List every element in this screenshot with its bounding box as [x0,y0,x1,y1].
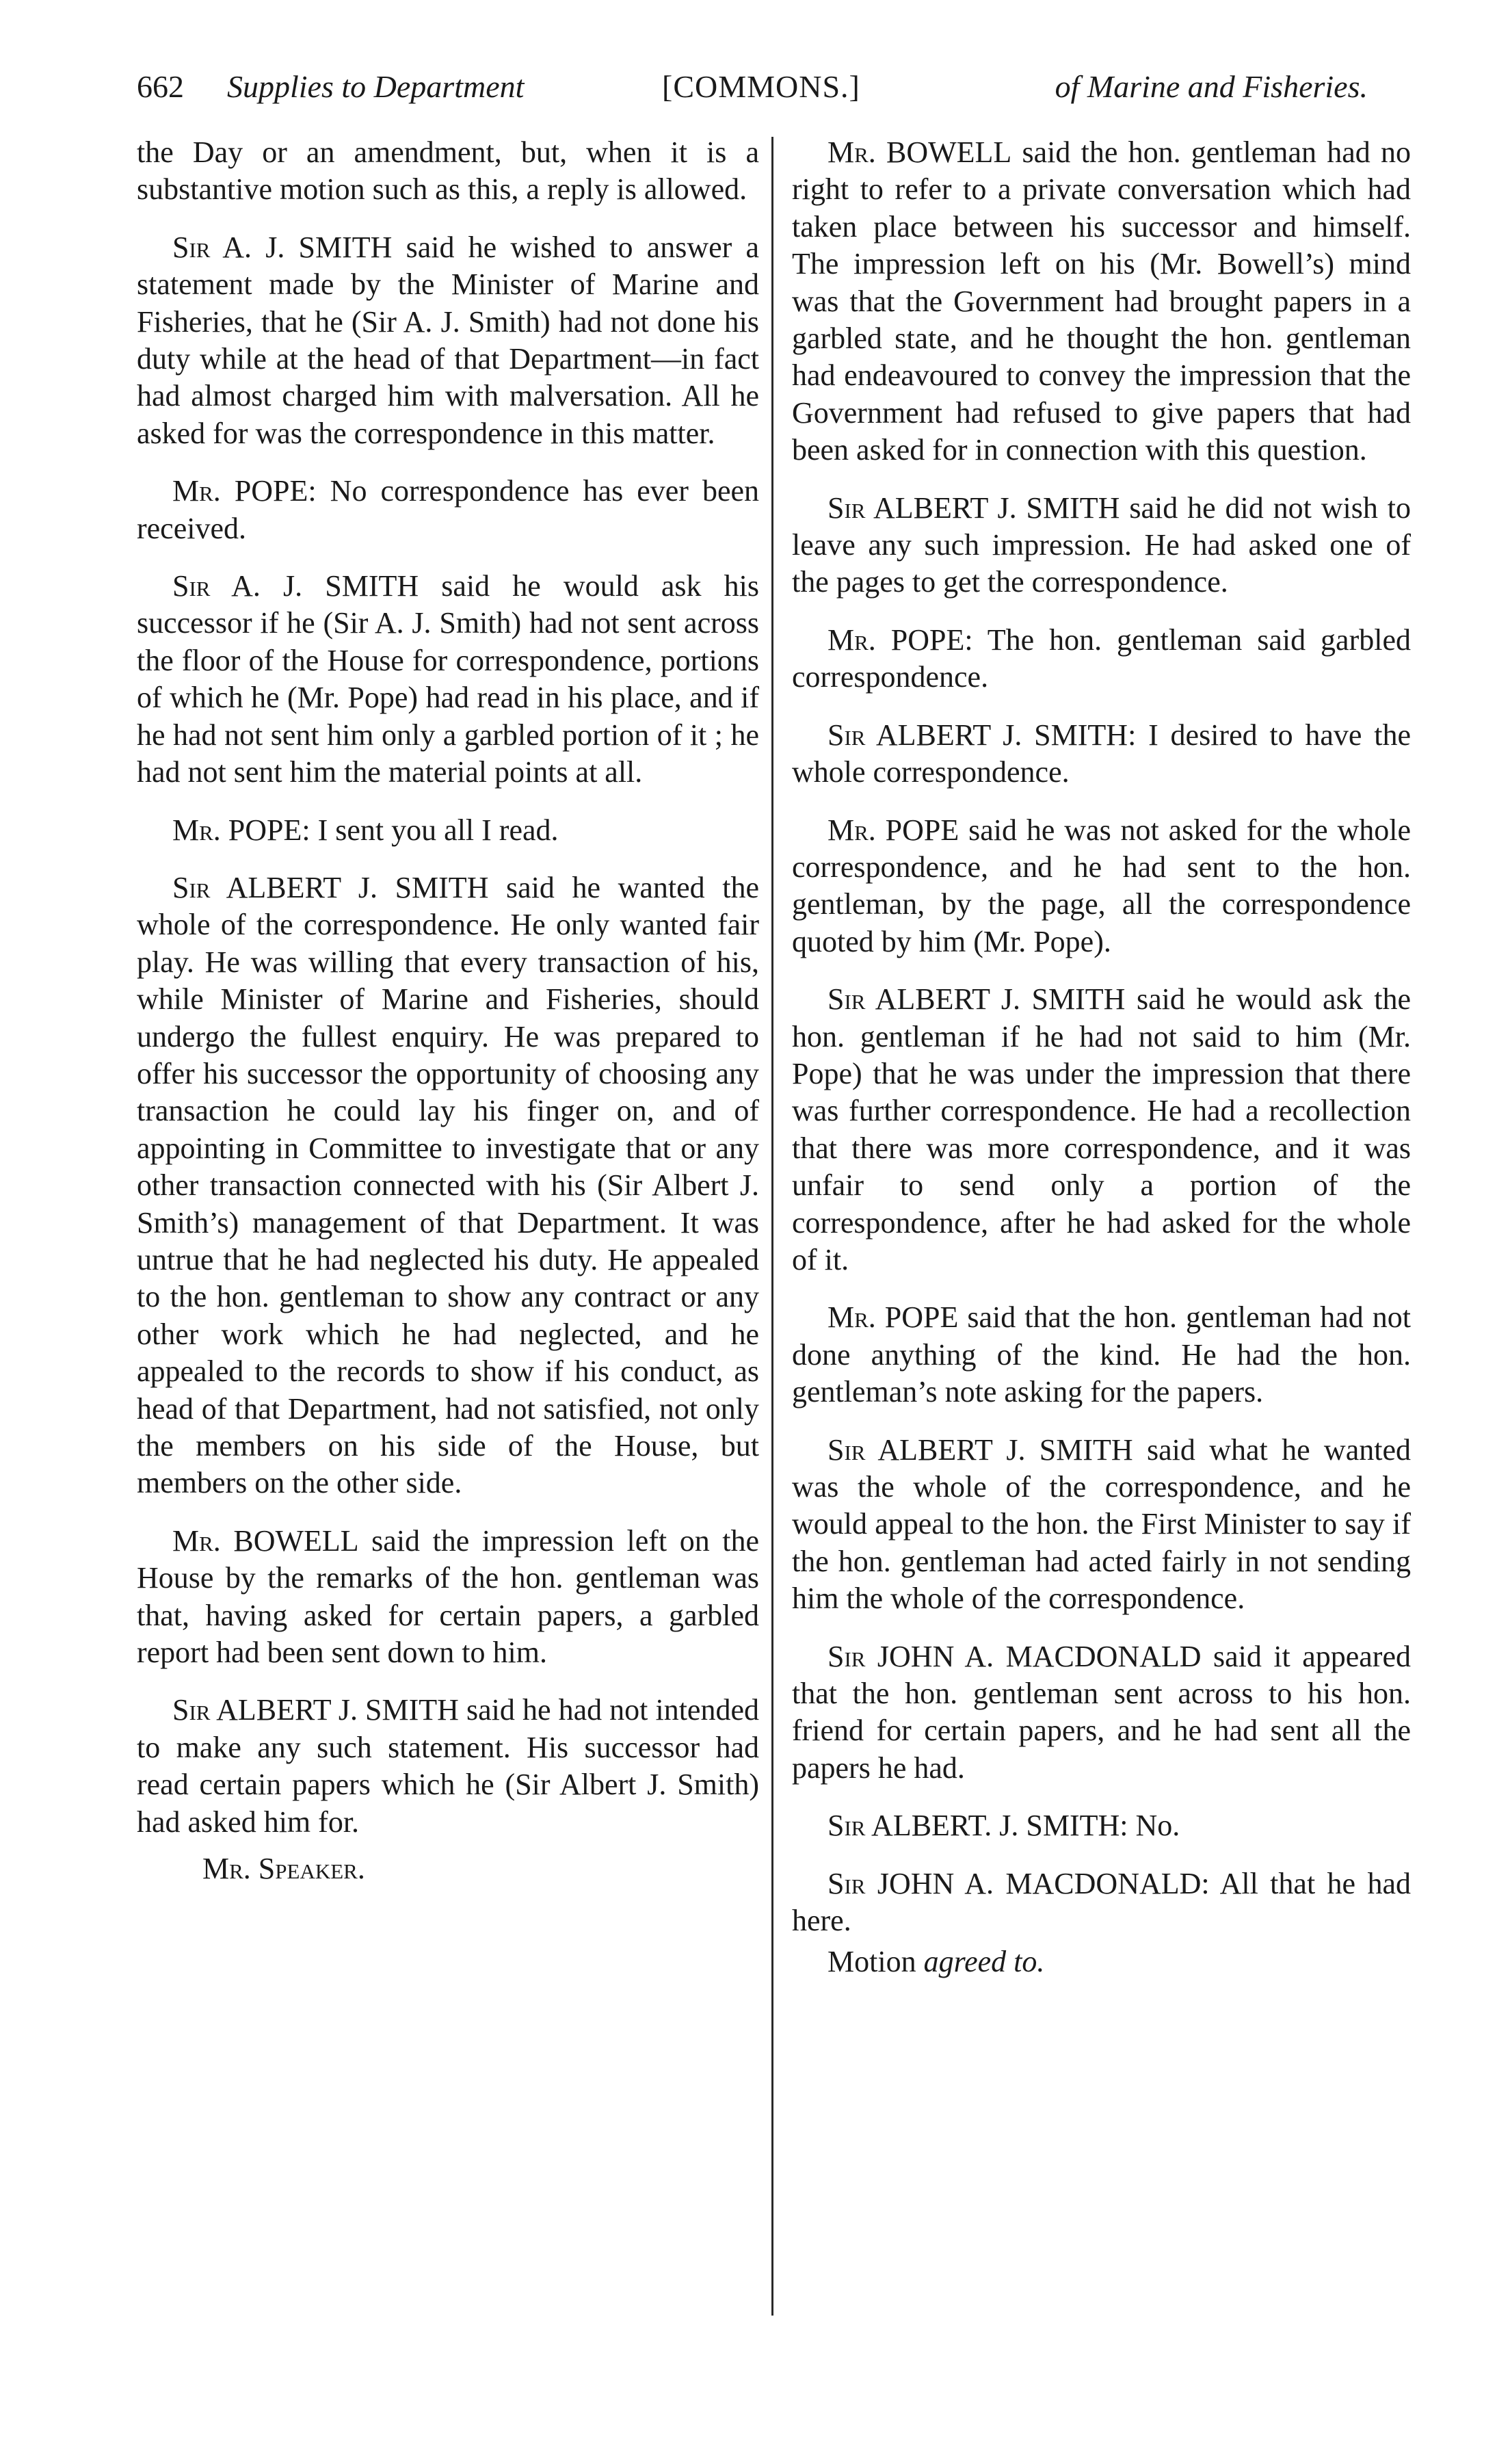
paragraph-text: said he was not asked for the whole correspondence, and he had sent to the hon. gentleman, by the page, all the correspondence quoted by him (Mr. Pope). [792,813,1411,958]
header-right-title: of Marine and Fisheries. [1055,69,1368,104]
speaker-name: Sir ALBERT J. SMITH [172,1693,459,1727]
paragraph-text: said what he wanted was the whole of the correspondence, and he would appeal to the hon. the First Minister to say if the hon. gentleman had acted fairly in not sending him the whole of the correspondence. [792,1432,1411,1616]
speaker-name: Mr. BOWELL [827,135,1012,169]
column-divider [771,137,773,2316]
paragraph-text: : I sent you all I read. [302,813,559,847]
paragraph-text: : No. [1120,1809,1180,1843]
speaker-name: Sir A. J. SMITH [172,569,419,603]
paragraph-text: : No correspondence has ever been received. [137,474,759,545]
paragraph [137,134,759,209]
speaker-name: Sir JOHN A. MACDONALD [827,1639,1202,1673]
paragraph-text: said he would ask the hon. gentleman if he had not said to him (Mr. Pope) that he was under the impression that there was further correspondence. He had a recollection that there was more correspondence, and it was unfair to send only a portion of the correspondence, after he had asked for the whole of it. [792,982,1412,1276]
paragraph-text: said he did not wish to leave any such impression. He had asked one of the pages to get the correspondence. [792,490,1411,599]
speaker-name: Mr. POPE [827,813,959,847]
speaker-name: Sir ALBERT J. SMITH [827,490,1120,525]
paragraph [792,622,1411,696]
paragraph [792,1638,1411,1787]
paragraph [137,568,759,791]
motion-prefix: Motion [827,1945,924,1979]
speaker-name: Mr. POPE [172,813,302,847]
paragraph [792,490,1411,601]
paragraph [137,869,759,1502]
speaker-name: Sir ALBERT J. SMITH [172,870,489,904]
running-header [137,63,1368,111]
speaker-name: Mr. POPE [827,1300,959,1335]
paragraph [792,134,1411,469]
paragraph [792,717,1411,791]
page-number: 662 [137,69,184,104]
paragraph [792,1299,1411,1411]
paragraph [792,812,1411,961]
paragraph-text: said it appeared that the hon. gentleman sent across to his hon. friend for certain papers, and he had sent all the papers he had. [792,1639,1411,1785]
paragraph-text: said he wished to answer a statement made by the Minister of Marine and Fisheries, that he (Sir A. J. Smith) had not done his duty while at the head of that Department—in fact had almost charged him with malversation. All he asked for was the correspondence in this matter. [137,230,759,450]
speaker-name: Sir ALBERT J. SMITH [827,982,1126,1017]
paragraph [792,1865,1411,1940]
paragraph [137,229,759,452]
paragraph-text: said the impression left on the House by the remarks of the hon. gentleman was that, having asked for certain papers, a garbled report had been sent down to him. [137,1523,759,1670]
paragraph-text: : The hon. gentleman said garbled correspondence. [792,622,1411,694]
speaker-name: Mr. POPE [827,622,965,657]
paragraph-text: said he wanted the whole of the correspondence. He only wanted fair play. He was willing that every transaction of his, while Minister of Marine and Fisheries, should undergo the fullest enquiry. He was prepared to offer his successor the opportunity of choosing any transaction he could lay his finger on, and of appointing in Committee to investigate that or any other transaction connected with his (Sir Albert J. Smith’s) management of that Department. It was untrue that he had neglected his duty. He appealed to the hon. gentleman to show any contract or any other work which he had neglected, and he appealed to the records to show if his conduct, as head of that Department, had not satisfied, not only the members on his side of the House, but members on the other side. [137,870,759,1500]
speaker-name: Sir ALBERT J. SMITH [827,718,1128,752]
paragraph [137,812,759,849]
paragraph [792,1807,1411,1844]
speaker-name: Sir ALBERT. J. SMITH [827,1809,1120,1843]
speaker-name: Sir A. J. SMITH [172,230,393,264]
paragraph-text: said he would ask his successor if he (Sir A. J. Smith) had not sent across the floor of the House for correspondence, portions of which he (Mr. Pope) had read in his place, and if he had not sent him only a garbled portion of it ; he had not sent him the material points at all. [137,569,759,789]
left-column [137,134,759,1887]
motion-result: agreed to. [923,1945,1045,1979]
speaker-name: Sir ALBERT J. SMITH [827,1432,1133,1467]
speaker-name: Mr. BOWELL [172,1523,359,1558]
header-left-title: Supplies to Department [227,69,525,104]
paragraph [137,1692,759,1841]
paragraph-text: said he had not intended to make any such statement. His successor had read certain papers which he (Sir Albert J. Smith) had asked him for. [137,1693,759,1839]
motion-line [792,1943,1411,1980]
paragraph-text: : All that he had here. [792,1866,1411,1938]
header-center-title: [COMMONS.] [662,69,860,104]
paragraph-text: said that the hon. gentleman had not done anything of the kind. He had the hon. gentleman’s note asking for the papers. [792,1300,1411,1409]
paragraph-text: said the hon. gentleman had no right to refer to a private conversation which had taken place between his successor and himself. The impression left on his (Mr. Bowell’s) mind was that the Government had brought papers in a garbled state, and he thought the hon. gentleman had endeavoured to convey the impression that the Government had refused to give papers that had been asked for in connection with this question. [792,135,1411,467]
paragraph [137,1523,759,1672]
speaker-name: Mr. POPE [172,474,308,508]
paragraph-text: the Day or an amendment, but, when it is a substantive motion such as this, a reply is allowed. [137,135,759,207]
paragraph [137,473,759,547]
speaker-footer: Mr. Speaker. [202,1852,365,1886]
paragraph [792,1432,1411,1618]
right-column [792,134,1411,2002]
paragraph-text: : I desired to have the whole correspondence. [792,718,1411,789]
paragraph [792,981,1411,1279]
speaker-name: Sir JOHN A. MACDONALD [827,1866,1202,1900]
